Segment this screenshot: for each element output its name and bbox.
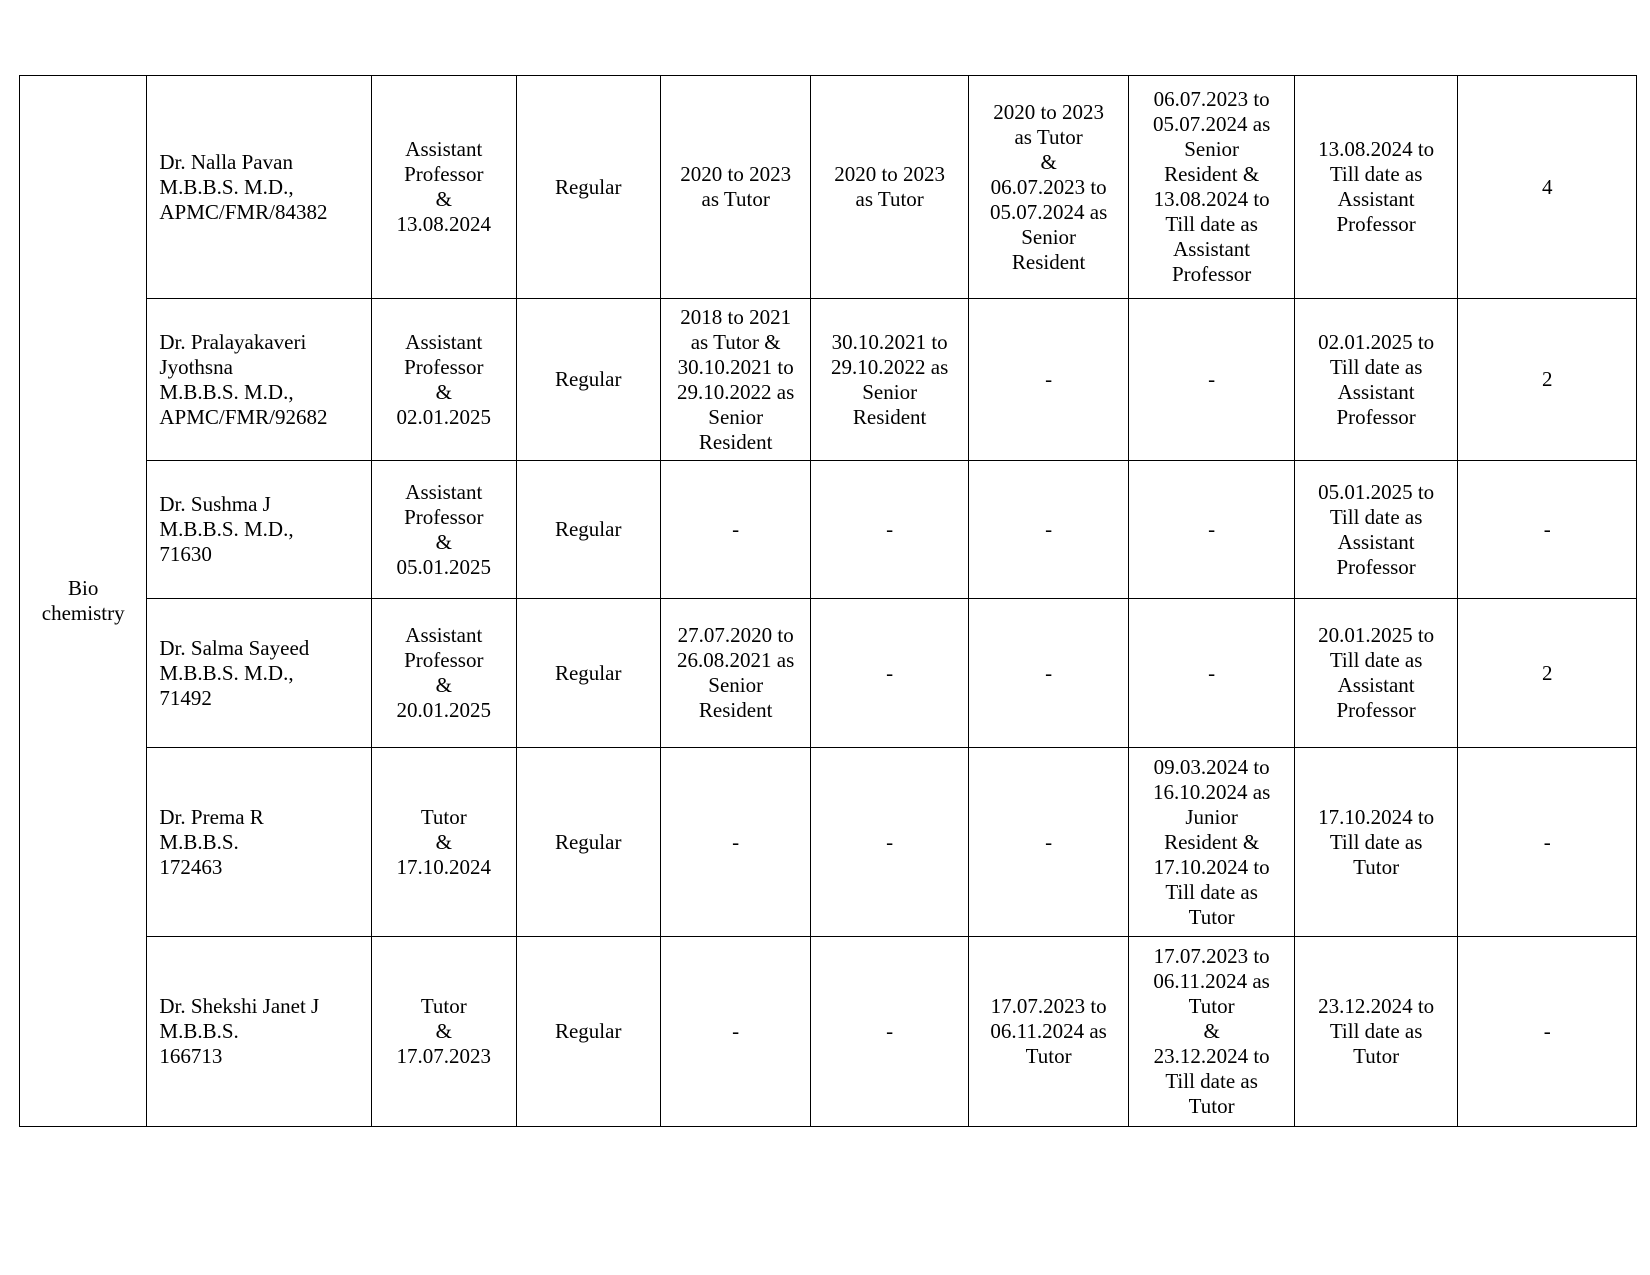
- name-cell: [147, 299, 372, 461]
- cell-line: -: [1208, 367, 1216, 391]
- cell-line: 17.07.2023 to: [1153, 944, 1270, 968]
- cell-line: 05.07.2024 as: [990, 199, 1108, 224]
- cell-line: 05.01.2025 to: [1318, 479, 1435, 504]
- cell-line: 16.10.2024 as: [1153, 779, 1271, 804]
- experience-cell: [660, 461, 810, 599]
- faculty-table: [19, 75, 1637, 1127]
- cell-line: 02.01.2025 to: [1318, 329, 1435, 354]
- designation-cell: [372, 461, 516, 599]
- count-cell: [1458, 461, 1637, 599]
- name-line: APMC/FMR/84382: [159, 199, 328, 224]
- cell-line: -: [1543, 517, 1551, 541]
- nature-line: Regular: [554, 367, 622, 391]
- cell-line: 17.10.2024 to: [1318, 804, 1435, 829]
- designation-line: 02.01.2025: [396, 404, 492, 429]
- department-cell: [20, 76, 147, 1127]
- name-cell: [147, 599, 372, 748]
- designation-cell: [372, 76, 516, 299]
- designation-line: Tutor: [420, 804, 467, 829]
- cell-line: Till date as: [1165, 212, 1258, 236]
- designation-line: Professor: [404, 354, 484, 379]
- name-line: 71630: [159, 542, 212, 566]
- cell-line: -: [1045, 829, 1053, 854]
- experience-cell: [1294, 937, 1458, 1127]
- name-line: 71492: [159, 685, 212, 710]
- name-line: M.B.B.S. M.D.,: [159, 517, 294, 541]
- designation-line: &: [435, 673, 452, 697]
- cell-line: 29.10.2022 as: [831, 354, 949, 379]
- designation-line: Assistant: [405, 479, 483, 504]
- table-row: [20, 748, 1637, 937]
- cell-line: Assistant: [1337, 529, 1415, 554]
- experience-cell: [811, 299, 968, 461]
- experience-cell: [660, 299, 810, 461]
- cell-line: Till date as: [1329, 162, 1423, 186]
- cell-line: Till date as: [1329, 354, 1423, 379]
- cell-line: Till date as: [1329, 829, 1423, 854]
- cell-line: Senior: [708, 404, 764, 429]
- cell-line: -: [1208, 517, 1216, 541]
- designation-cell: [372, 599, 516, 748]
- cell-line: Till date as: [1329, 504, 1423, 529]
- cell-line: -: [1045, 517, 1053, 541]
- name-cell: [147, 76, 372, 299]
- designation-line: 20.01.2025: [396, 698, 492, 722]
- experience-cell: [968, 299, 1128, 461]
- experience-cell: [1294, 461, 1458, 599]
- cell-line: Senior: [1184, 137, 1240, 161]
- name-line: Dr. Salma Sayeed: [159, 635, 310, 660]
- cell-line: 23.12.2024 to: [1318, 994, 1435, 1018]
- name-line: M.B.B.S. M.D.,: [159, 379, 294, 404]
- nature-cell: [516, 748, 660, 937]
- cell-line: Tutor: [1353, 854, 1400, 879]
- cell-line: -: [886, 660, 894, 685]
- cell-line: 06.07.2023 to: [1153, 87, 1270, 111]
- cell-line: 2020 to 2023: [680, 162, 792, 186]
- designation-line: Assistant: [405, 623, 483, 647]
- nature-cell: [516, 599, 660, 748]
- designation-line: Professor: [404, 162, 484, 186]
- experience-cell: [1129, 76, 1295, 299]
- department-line: chemistry: [41, 601, 125, 625]
- cell-line: 13.08.2024 to: [1153, 187, 1270, 211]
- nature-line: Regular: [554, 660, 622, 685]
- cell-line: Professor: [1171, 262, 1252, 286]
- experience-cell: [968, 937, 1128, 1127]
- designation-cell: [372, 299, 516, 461]
- designation-line: Assistant: [405, 329, 483, 354]
- experience-cell: [1294, 599, 1458, 748]
- nature-cell: [516, 76, 660, 299]
- cell-line: 20.01.2025 to: [1318, 623, 1435, 647]
- cell-line: Tutor: [1025, 1044, 1072, 1068]
- experience-cell: [660, 599, 810, 748]
- name-line: Jyothsna: [159, 354, 233, 379]
- nature-line: Regular: [554, 174, 622, 199]
- experience-cell: [1129, 599, 1295, 748]
- cell-line: Resident: [698, 429, 773, 454]
- name-line: Dr. Sushma J: [159, 492, 271, 516]
- cell-line: Tutor: [1188, 1094, 1235, 1118]
- name-cell: [147, 937, 372, 1127]
- nature-line: Regular: [554, 517, 622, 541]
- designation-line: Professor: [404, 504, 484, 529]
- cell-line: 29.10.2022 as: [677, 379, 795, 404]
- cell-line: -: [732, 517, 740, 541]
- cell-line: 26.08.2021 as: [677, 648, 795, 672]
- name-line: M.B.B.S.: [159, 1019, 239, 1043]
- cell-line: 23.12.2024 to: [1153, 1044, 1270, 1068]
- cell-line: 2020 to 2023: [834, 162, 946, 186]
- experience-cell: [1129, 299, 1295, 461]
- cell-line: Professor: [1336, 404, 1416, 429]
- name-line: M.B.B.S.: [159, 829, 239, 854]
- cell-line: 06.11.2024 as: [1153, 969, 1270, 993]
- nature-cell: [516, 299, 660, 461]
- cell-line: 06.07.2023 to: [990, 174, 1107, 199]
- experience-cell: [811, 461, 968, 599]
- experience-cell: [1294, 76, 1458, 299]
- experience-cell: [968, 461, 1128, 599]
- count-cell: [1458, 748, 1637, 937]
- cell-line: -: [1045, 367, 1053, 391]
- cell-line: -: [886, 829, 894, 854]
- name-line: 166713: [159, 1044, 223, 1068]
- faculty-table-body: [20, 76, 1637, 1127]
- designation-line: &: [435, 829, 452, 854]
- designation-line: Tutor: [420, 994, 467, 1018]
- experience-cell: [1129, 461, 1295, 599]
- cell-line: Resident: [852, 404, 927, 429]
- name-line: Dr. Pralayakaveri: [159, 329, 307, 354]
- nature-line: Regular: [554, 829, 622, 854]
- count-cell: [1458, 76, 1637, 299]
- cell-line: -: [1543, 829, 1551, 854]
- cell-line: Senior: [708, 673, 764, 697]
- designation-line: 17.10.2024: [396, 854, 492, 879]
- designation-line: 17.07.2023: [396, 1044, 492, 1068]
- cell-line: Resident &: [1164, 829, 1260, 854]
- experience-cell: [1294, 748, 1458, 937]
- cell-line: -: [886, 517, 894, 541]
- experience-cell: [660, 748, 810, 937]
- designation-line: 13.08.2024: [396, 212, 492, 236]
- cell-line: Assistant: [1337, 187, 1415, 211]
- cell-line: Resident &: [1164, 162, 1260, 186]
- experience-cell: [811, 599, 968, 748]
- cell-line: Assistant: [1337, 673, 1415, 697]
- table-row: [20, 461, 1637, 599]
- designation-line: &: [435, 1019, 452, 1043]
- cell-line: as Tutor: [855, 187, 924, 211]
- name-cell: [147, 461, 372, 599]
- cell-line: 17.07.2023 to: [990, 994, 1107, 1018]
- name-line: Dr. Shekshi Janet J: [159, 994, 320, 1018]
- name-line: Dr. Nalla Pavan: [159, 149, 293, 174]
- designation-line: Professor: [404, 648, 484, 672]
- cell-line: Tutor: [1353, 1044, 1400, 1068]
- cell-line: as Tutor: [701, 187, 770, 211]
- designation-line: 05.01.2025: [396, 554, 492, 579]
- cell-line: 05.07.2024 as: [1153, 112, 1271, 136]
- designation-line: Assistant: [405, 137, 483, 161]
- cell-line: 30.10.2021 to: [831, 329, 948, 354]
- designation-line: &: [435, 187, 452, 211]
- designation-line: &: [435, 529, 452, 554]
- table-row: [20, 937, 1637, 1127]
- cell-line: as Tutor: [1014, 124, 1083, 149]
- cell-line: Till date as: [1165, 879, 1258, 904]
- table-row: [20, 76, 1637, 299]
- name-cell: [147, 748, 372, 937]
- nature-cell: [516, 937, 660, 1127]
- cell-line: Till date as: [1165, 1069, 1258, 1093]
- cell-line: Junior: [1185, 804, 1238, 829]
- nature-cell: [516, 461, 660, 599]
- cell-line: -: [1543, 1019, 1551, 1043]
- cell-line: Assistant: [1337, 379, 1415, 404]
- experience-cell: [811, 748, 968, 937]
- cell-line: 13.08.2024 to: [1318, 137, 1435, 161]
- cell-line: 4: [1541, 174, 1553, 199]
- experience-cell: [968, 748, 1128, 937]
- cell-line: 30.10.2021 to: [677, 354, 794, 379]
- cell-line: Senior: [1021, 224, 1077, 249]
- table-row: [20, 299, 1637, 461]
- experience-cell: [1294, 299, 1458, 461]
- table-row: [20, 599, 1637, 748]
- designation-cell: [372, 937, 516, 1127]
- cell-line: as Tutor &: [690, 329, 781, 354]
- name-line: 172463: [159, 854, 223, 879]
- cell-line: -: [732, 1019, 740, 1043]
- experience-cell: [660, 937, 810, 1127]
- cell-line: Tutor: [1188, 994, 1235, 1018]
- name-line: M.B.B.S. M.D.,: [159, 660, 294, 685]
- name-line: M.B.B.S. M.D.,: [159, 174, 294, 199]
- cell-line: &: [1040, 149, 1057, 174]
- cell-line: 27.07.2020 to: [677, 623, 794, 647]
- name-line: Dr. Prema R: [159, 804, 264, 829]
- cell-line: 09.03.2024 to: [1153, 754, 1270, 779]
- cell-line: Resident: [698, 698, 773, 722]
- cell-line: Professor: [1336, 212, 1416, 236]
- cell-line: Till date as: [1329, 648, 1423, 672]
- count-cell: [1458, 937, 1637, 1127]
- experience-cell: [1129, 937, 1295, 1127]
- cell-line: 2: [1541, 660, 1553, 685]
- cell-line: 2020 to 2023: [993, 99, 1105, 124]
- cell-line: 2: [1541, 367, 1553, 391]
- cell-line: 06.11.2024 as: [990, 1019, 1107, 1043]
- cell-line: Tutor: [1188, 904, 1235, 929]
- experience-cell: [968, 76, 1128, 299]
- cell-line: Professor: [1336, 554, 1416, 579]
- cell-line: Resident: [1011, 249, 1086, 274]
- cell-line: -: [886, 1019, 894, 1043]
- count-cell: [1458, 299, 1637, 461]
- cell-line: 2018 to 2021: [680, 304, 792, 329]
- cell-line: &: [1203, 1019, 1220, 1043]
- cell-line: Professor: [1336, 698, 1416, 722]
- cell-line: Senior: [862, 379, 918, 404]
- experience-cell: [660, 76, 810, 299]
- cell-line: Assistant: [1173, 237, 1251, 261]
- cell-line: Till date as: [1329, 1019, 1423, 1043]
- designation-cell: [372, 748, 516, 937]
- cell-line: 17.10.2024 to: [1153, 854, 1270, 879]
- count-cell: [1458, 599, 1637, 748]
- name-line: APMC/FMR/92682: [159, 404, 328, 429]
- cell-line: -: [1208, 660, 1216, 685]
- department-line: Bio: [68, 576, 99, 600]
- experience-cell: [968, 599, 1128, 748]
- cell-line: -: [1045, 660, 1053, 685]
- cell-line: -: [732, 829, 740, 854]
- experience-cell: [811, 76, 968, 299]
- designation-line: &: [435, 379, 452, 404]
- experience-cell: [1129, 748, 1295, 937]
- experience-cell: [811, 937, 968, 1127]
- nature-line: Regular: [554, 1019, 622, 1043]
